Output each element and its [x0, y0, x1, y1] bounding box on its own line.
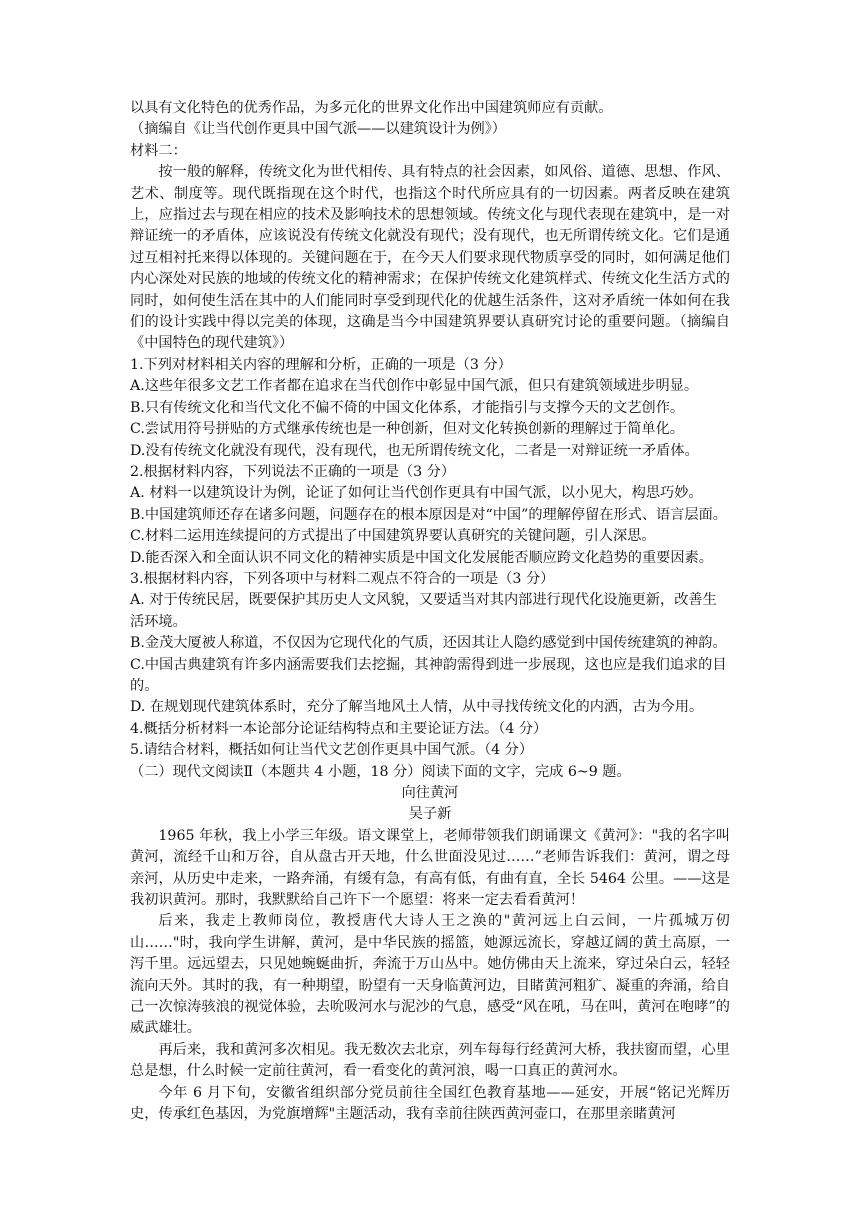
question-5: 5.请结合材料，概括如何让当代文艺创作更具中国气派。（4 分） — [130, 742, 534, 759]
material-two-paragraph: 按一般的解释，传统文化为世代相传、具有特点的社会因素，如风俗、道德、思想、作风、艺术、制度等。现代既指现在这个时代，也指这个时代所应具有的一切因素。两者反映在建筑上，应指过去与现在相应的技术及影响技术的思想领域。传统文化与现代表现在建筑中，是一对辩证统一的矛盾体，应该说没有传统文化就没有现代；没有现代，也无所谓传统文化。它们是通过互相衬托来得以体现的。关键问题在于，在今天人们要求现代物质享受的同时，如何满足他们内心深处对民族的地域的传统文化的精神需求；在保护传统文化建筑样式、传统文化生活方式的同时，如何使生活在其中的人们能同时享受到现代化的优越生活条件，这对矛盾统一体如何在我们的设计实践中得以完美的体现，这确是当今中国建筑界要认真研究讨论的重要问题。（摘编自《中国特色的现代建筑》） — [130, 164, 730, 352]
section-heading: 材料二： — [130, 142, 187, 159]
question-1-option-b: B.只有传统文化和当代文化不偏不倚的中国文化体系，才能指引与支撑今天的文艺创作。 — [130, 399, 685, 416]
question-1-option-a: A.这些年很多文艺工作者都在追求在当代创作中彰显中国气派，但只有建筑领域进步明显。 — [130, 378, 699, 395]
question-2-option-d: D.能否深入和全面认识不同文化的精神实质是中国文化发展能否顺应跨文化趋势的重要因素。 — [130, 549, 713, 566]
question-2-option-c: C.材料二运用连续提问的方式提出了中国建筑界要认真研究的关键问题，引人深思。 — [130, 528, 656, 545]
question-3-option-b: B.金茂大厦被人称道，不仅因为它现代化的气质，还因其让人隐约感觉到中国传统建筑的神韵。 — [130, 635, 727, 652]
source-citation: （摘编自《让当代创作更具中国气派——以建筑设计为例》） — [130, 121, 506, 138]
question-1-option-d: D.没有传统文化就没有现代，没有现代，也无所谓传统文化，二者是一对辩证统一矛盾体。 — [130, 442, 699, 459]
article-paragraph: 再后来，我和黄河多次相见。我无数次去北京，列车每每行经黄河大桥，我扶窗而望，心里总是想，什么时候一定前往黄河，看一看变化的黄河浪，喝一口真正的黄河水。 — [130, 1041, 730, 1080]
text-line: 以具有文化特色的优秀作品，为多元化的世界文化作出中国建筑师应有贡献。 — [130, 100, 613, 116]
question-3-option-d: D. 在规划现代建筑体系时，充分了解当地风土人情，从中寻找传统文化的内洒，古为今用。 — [130, 699, 704, 716]
question-4: 4.概括分析材料一本论部分论证结构特点和主要论证方法。（4 分） — [130, 720, 548, 737]
article-author: 吴子新 — [408, 806, 452, 823]
question-3-option-c: C.中国古典建筑有许多内涵需要我们去挖掘，其神韵需得到进一步展现，这也应是我们追求的目的。 — [130, 656, 727, 694]
question-3: 3.根据材料内容，下列各项中与材料二观点不符合的一项是（3 分） — [130, 570, 555, 587]
question-2: 2.根据材料内容，下列说法不正确的一项是（3 分） — [130, 463, 456, 480]
article-paragraph: 1965 年秋，我上小学三年级。语文课堂上，老师带领我们朗诵课文《黄河》："我的名字叫黄河，流经千山和万谷，自从盘古开天地，什么世面没见过……”老师告诉我们：黄河，谓之母亲河，从历史中走来，一路奔涌，有缓有急，有高有低，有曲有直，全长 5464 公里。——这是我初识黄河。那时，我默默给自己许下一个愿望：将来一定去看看黄河！ — [130, 827, 730, 909]
question-2-option-a: A. 材料一以建筑设计为例，论证了如何让当代创作更具有中国气派，以小见大，构思巧妙。 — [130, 485, 703, 502]
article-title: 向往黄河 — [401, 785, 459, 801]
question-3-option-a: A. 对于传统民居，既要保护其历史人文风貌，又要适当对其内部进行现代化设施更新，改善生活环境。 — [130, 592, 717, 630]
article-paragraph: 今年 6 月下旬，安徽省组织部分党员前往全国红色教育基地——延安，开展“铭记光辉历史，传承红色基因，为党旗增辉"主题活动，我有幸前往陕西黄河壶口，在那里亲睹黄河 — [130, 1084, 730, 1123]
question-1-option-c: C.尝试用符号拼贴的方式继承传统也是一种创新，但对文化转换创新的理解过于简单化。 — [130, 421, 684, 438]
section-two-heading: （二）现代文阅读Ⅱ（本题共 4 小题，18 分）阅读下面的文字，完成 6~9 题。 — [130, 763, 631, 780]
question-1: 1.下列对材料相关内容的理解和分析，正确的一项是（3 分） — [130, 356, 512, 373]
article-paragraph: 后来，我走上教师岗位，教授唐代大诗人王之涣的"黄河远上白云间，一片孤城万仞山……"时，我向学生讲解，黄河，是中华民族的摇篮，她源远流长，穿越辽阔的黄土高原，一泻千里。远远望去，只见她蜿蜒曲折，奔流于万山丛中。她仿佛由天上流来，穿过朵白云，轻轻流向天外。其时的我，有一种期望，盼望有一天身临黄河边，目睹黄河粗犷、凝重的奔涌，给自己一次惊涛骇浪的视觉体验，去吮吸河水与泥沙的气息，感受“风在吼，马在叫，黄河在咆哮”的威武雄壮。 — [130, 913, 730, 1037]
question-2-option-b: B.中国建筑师还存在诸多问题，问题存在的根本原因是对“中国”的理解停留在形式、语言层面。 — [130, 506, 727, 523]
document-page — [130, 98, 730, 1126]
